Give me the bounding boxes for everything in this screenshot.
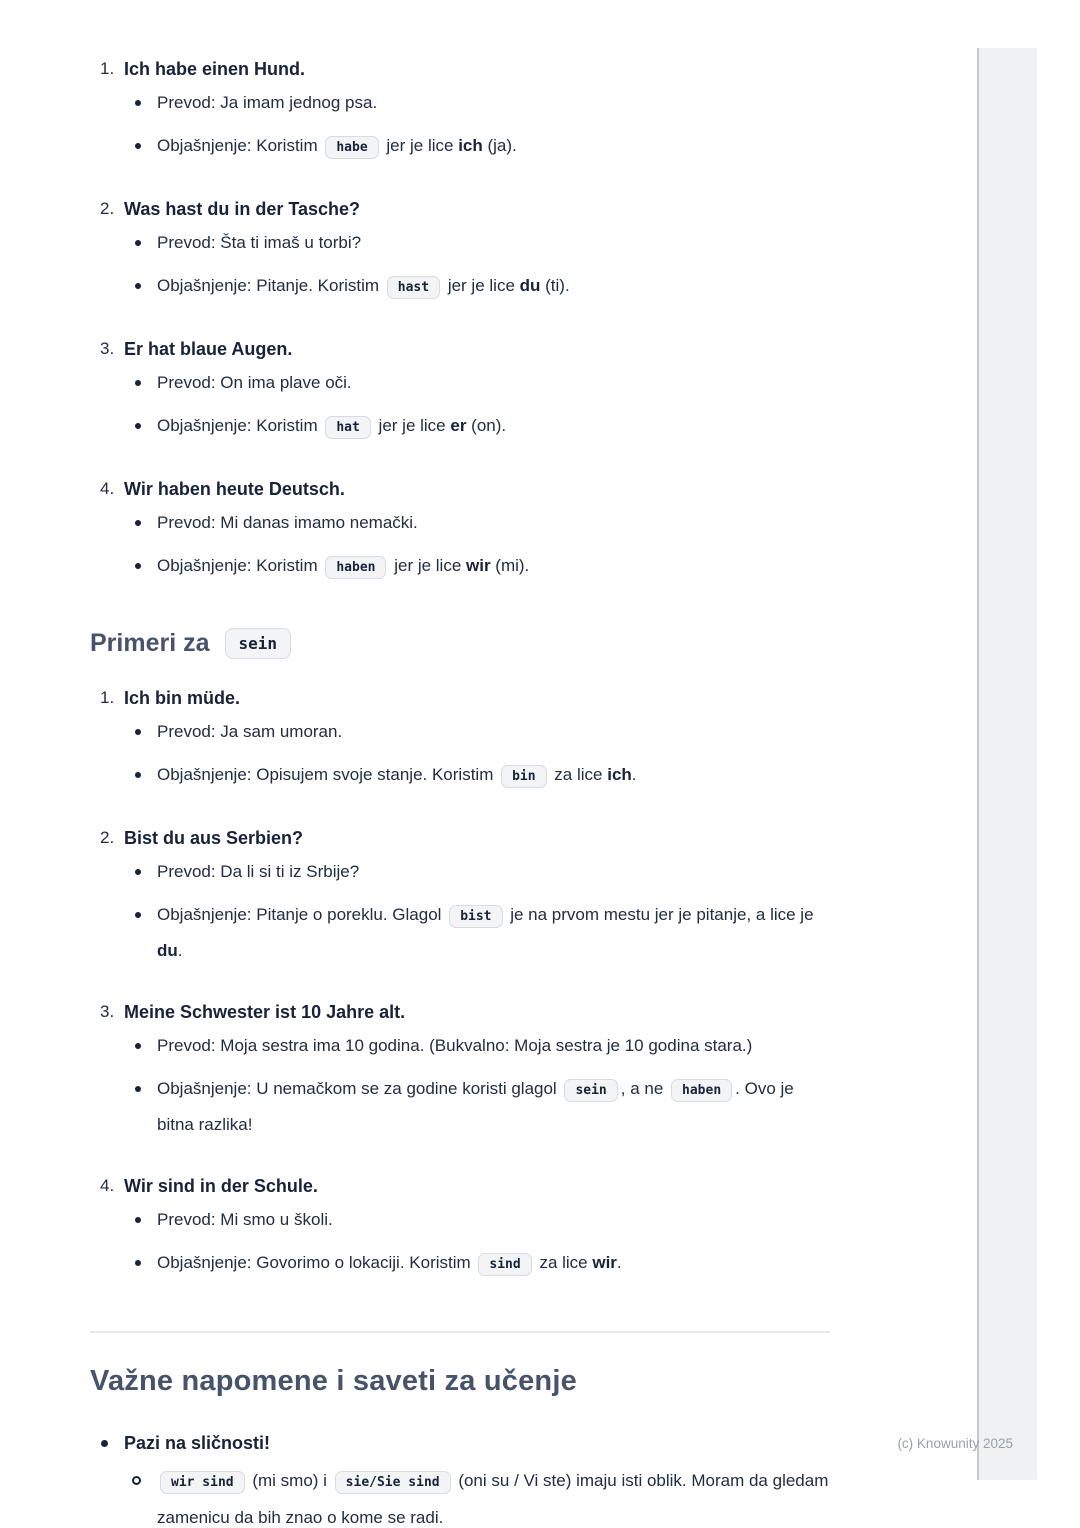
document-content: [90, 54, 830, 1528]
example-body: [124, 997, 830, 1151]
example-item: [100, 194, 830, 314]
example-sentence: Ich habe einen Hund.: [124, 59, 306, 79]
example-sentence: Wir haben heute Deutsch.: [124, 479, 345, 499]
text-run: Prevod: Moja sestra ima 10 godina. (Bukvalno: Moja sestra je 10 godina stara.): [157, 1036, 753, 1055]
haben-examples-section: [90, 54, 830, 594]
text-run: Prevod: Ja sam umoran.: [157, 722, 343, 741]
example-item: [100, 997, 830, 1151]
example-bullets: [124, 1029, 830, 1142]
item-number: 1.: [100, 59, 115, 78]
example-bullets: [124, 506, 830, 585]
example-bullets: [124, 855, 830, 968]
text-run: Objašnjenje: Koristim: [157, 556, 323, 575]
item-number: 1.: [100, 688, 115, 707]
item-number: 4.: [100, 479, 115, 498]
code-badge: habe: [325, 136, 378, 159]
sein-examples-section: [90, 683, 830, 1291]
text-run: Objašnjenje: Pitanje. Koristim: [157, 276, 384, 295]
text-run: .: [616, 1253, 622, 1272]
text-run: Prevod: Ja imam jednog psa.: [157, 93, 378, 112]
example-body: [124, 334, 830, 454]
example-item: [100, 823, 830, 977]
text-run: . Ovo je bitna razlika!: [157, 1079, 794, 1134]
text-run: .: [631, 765, 637, 784]
code-badge: bin: [501, 765, 546, 788]
example-bullets: [124, 715, 830, 794]
text-run: .: [177, 941, 183, 960]
example-bullets: [124, 86, 830, 165]
item-number: 2.: [100, 199, 115, 218]
text-run: (mi).: [490, 556, 530, 575]
code-badge: sein: [564, 1079, 617, 1102]
code-badge: sie/Sie sind: [335, 1471, 451, 1494]
example-body: [124, 823, 830, 977]
code-badge: haben: [325, 556, 386, 579]
item-number: 2.: [100, 828, 115, 847]
text-run: Objašnjenje: Koristim: [157, 416, 323, 435]
bullet-line: [124, 409, 830, 445]
example-body: [124, 474, 830, 594]
note-item: [100, 1428, 830, 1528]
text-run: (mi smo) i: [247, 1471, 332, 1490]
text-run: Objašnjenje: U nemačkom se za godine koristi glagol: [157, 1079, 562, 1098]
example-item: [100, 54, 830, 174]
code-badge: wir sind: [160, 1471, 245, 1494]
example-sentence: Meine Schwester ist 10 Jahre alt.: [124, 1002, 406, 1022]
example-body: [124, 194, 830, 314]
bullet-line: [124, 1072, 830, 1142]
example-sentence: Er hat blaue Augen.: [124, 339, 293, 359]
note-title: Pazi na sličnosti!: [124, 1433, 271, 1453]
bullet-line: [124, 269, 830, 305]
section-divider: [90, 1331, 830, 1333]
sein-examples-list: [90, 683, 830, 1291]
text-run: Objašnjenje: Koristim: [157, 136, 323, 155]
example-item: [100, 1171, 830, 1291]
example-sentence: Ich bin müde.: [124, 688, 241, 708]
text-run: (oni su / Vi ste) imaju isti oblik. Moram da gledam zamenicu da bih znao o kome se radi.: [157, 1471, 829, 1527]
bullet-line: [124, 715, 830, 749]
example-sentence: Wir sind in der Schule.: [124, 1176, 318, 1196]
code-badge: sind: [478, 1253, 531, 1276]
text-run: Prevod: Mi smo u školi.: [157, 1210, 333, 1229]
bullet-line: [124, 855, 830, 889]
example-item: [100, 334, 830, 454]
text-run: Prevod: Da li si ti iz Srbije?: [157, 862, 360, 881]
example-body: [124, 1171, 830, 1291]
notes-section: [90, 1428, 830, 1528]
code-badge: haben: [671, 1079, 732, 1102]
watermark: (c) Knowunity 2025: [897, 1436, 1013, 1451]
text-run: Prevod: Šta ti imaš u torbi?: [157, 233, 362, 252]
example-bullets: [124, 226, 830, 305]
text-run: , a ne: [620, 1079, 669, 1098]
sub-bullet-line: [124, 1463, 830, 1528]
bullet-line: [124, 86, 830, 120]
example-bullets: [124, 366, 830, 445]
text-run: jer je lice: [389, 556, 467, 575]
bold-text: wir: [466, 556, 491, 575]
text-run: (ti).: [540, 276, 570, 295]
haben-examples-list: [90, 54, 830, 594]
item-number: 3.: [100, 339, 115, 358]
item-number: 3.: [100, 1002, 115, 1021]
notes-list: [90, 1428, 830, 1528]
bullet-line: [124, 226, 830, 260]
bullet-line: [124, 129, 830, 165]
next-page-edge: [977, 48, 1037, 1480]
bullet-line: [124, 366, 830, 400]
text-run: (on).: [466, 416, 507, 435]
text-run: Objašnjenje: Pitanje o poreklu. Glagol: [157, 905, 447, 924]
text-run: jer je lice: [443, 276, 520, 295]
code-badge: hat: [325, 416, 370, 439]
sein-code-badge: sein: [225, 628, 292, 659]
example-item: [100, 474, 830, 594]
text-run: jer je lice: [381, 136, 459, 155]
item-number: 4.: [100, 1176, 115, 1195]
code-badge: bist: [449, 905, 502, 928]
example-sentence: Bist du aus Serbien?: [124, 828, 304, 848]
bold-text: ich: [607, 765, 632, 784]
example-body: [124, 54, 830, 174]
bullet-line: [124, 1203, 830, 1237]
sein-section-heading: [90, 628, 830, 659]
text-run: je na prvom mestu jer je pitanje, a lice je: [505, 905, 814, 924]
bold-text: ich: [458, 136, 483, 155]
bullet-line: [124, 1246, 830, 1282]
bullet-line: [124, 898, 830, 968]
example-body: [124, 683, 830, 803]
example-sentence: Was hast du in der Tasche?: [124, 199, 361, 219]
bold-text: du: [157, 941, 178, 960]
code-badge: hast: [387, 276, 440, 299]
bold-text: er: [450, 416, 467, 435]
text-run: (ja).: [482, 136, 517, 155]
example-bullets: [124, 1203, 830, 1282]
text-run: Objašnjenje: Govorimo o lokaciji. Koristim: [157, 1253, 476, 1272]
note-sub-bullets: [124, 1463, 830, 1528]
sein-heading-text: Primeri za: [90, 629, 210, 657]
bold-text: wir: [592, 1253, 617, 1272]
bullet-line: [124, 549, 830, 585]
text-run: za lice: [534, 1253, 593, 1272]
text-run: za lice: [549, 765, 608, 784]
bold-text: du: [519, 276, 541, 295]
text-run: Objašnjenje: Opisujem svoje stanje. Koristim: [157, 765, 499, 784]
example-item: [100, 683, 830, 803]
text-run: jer je lice: [373, 416, 451, 435]
bullet-line: [124, 506, 830, 540]
text-run: Prevod: Mi danas imamo nemački.: [157, 513, 418, 532]
bullet-line: [124, 758, 830, 794]
bullet-line: [124, 1029, 830, 1063]
notes-heading: Važne napomene i saveti za učenje: [90, 1365, 577, 1397]
text-run: Prevod: On ima plave oči.: [157, 373, 352, 392]
